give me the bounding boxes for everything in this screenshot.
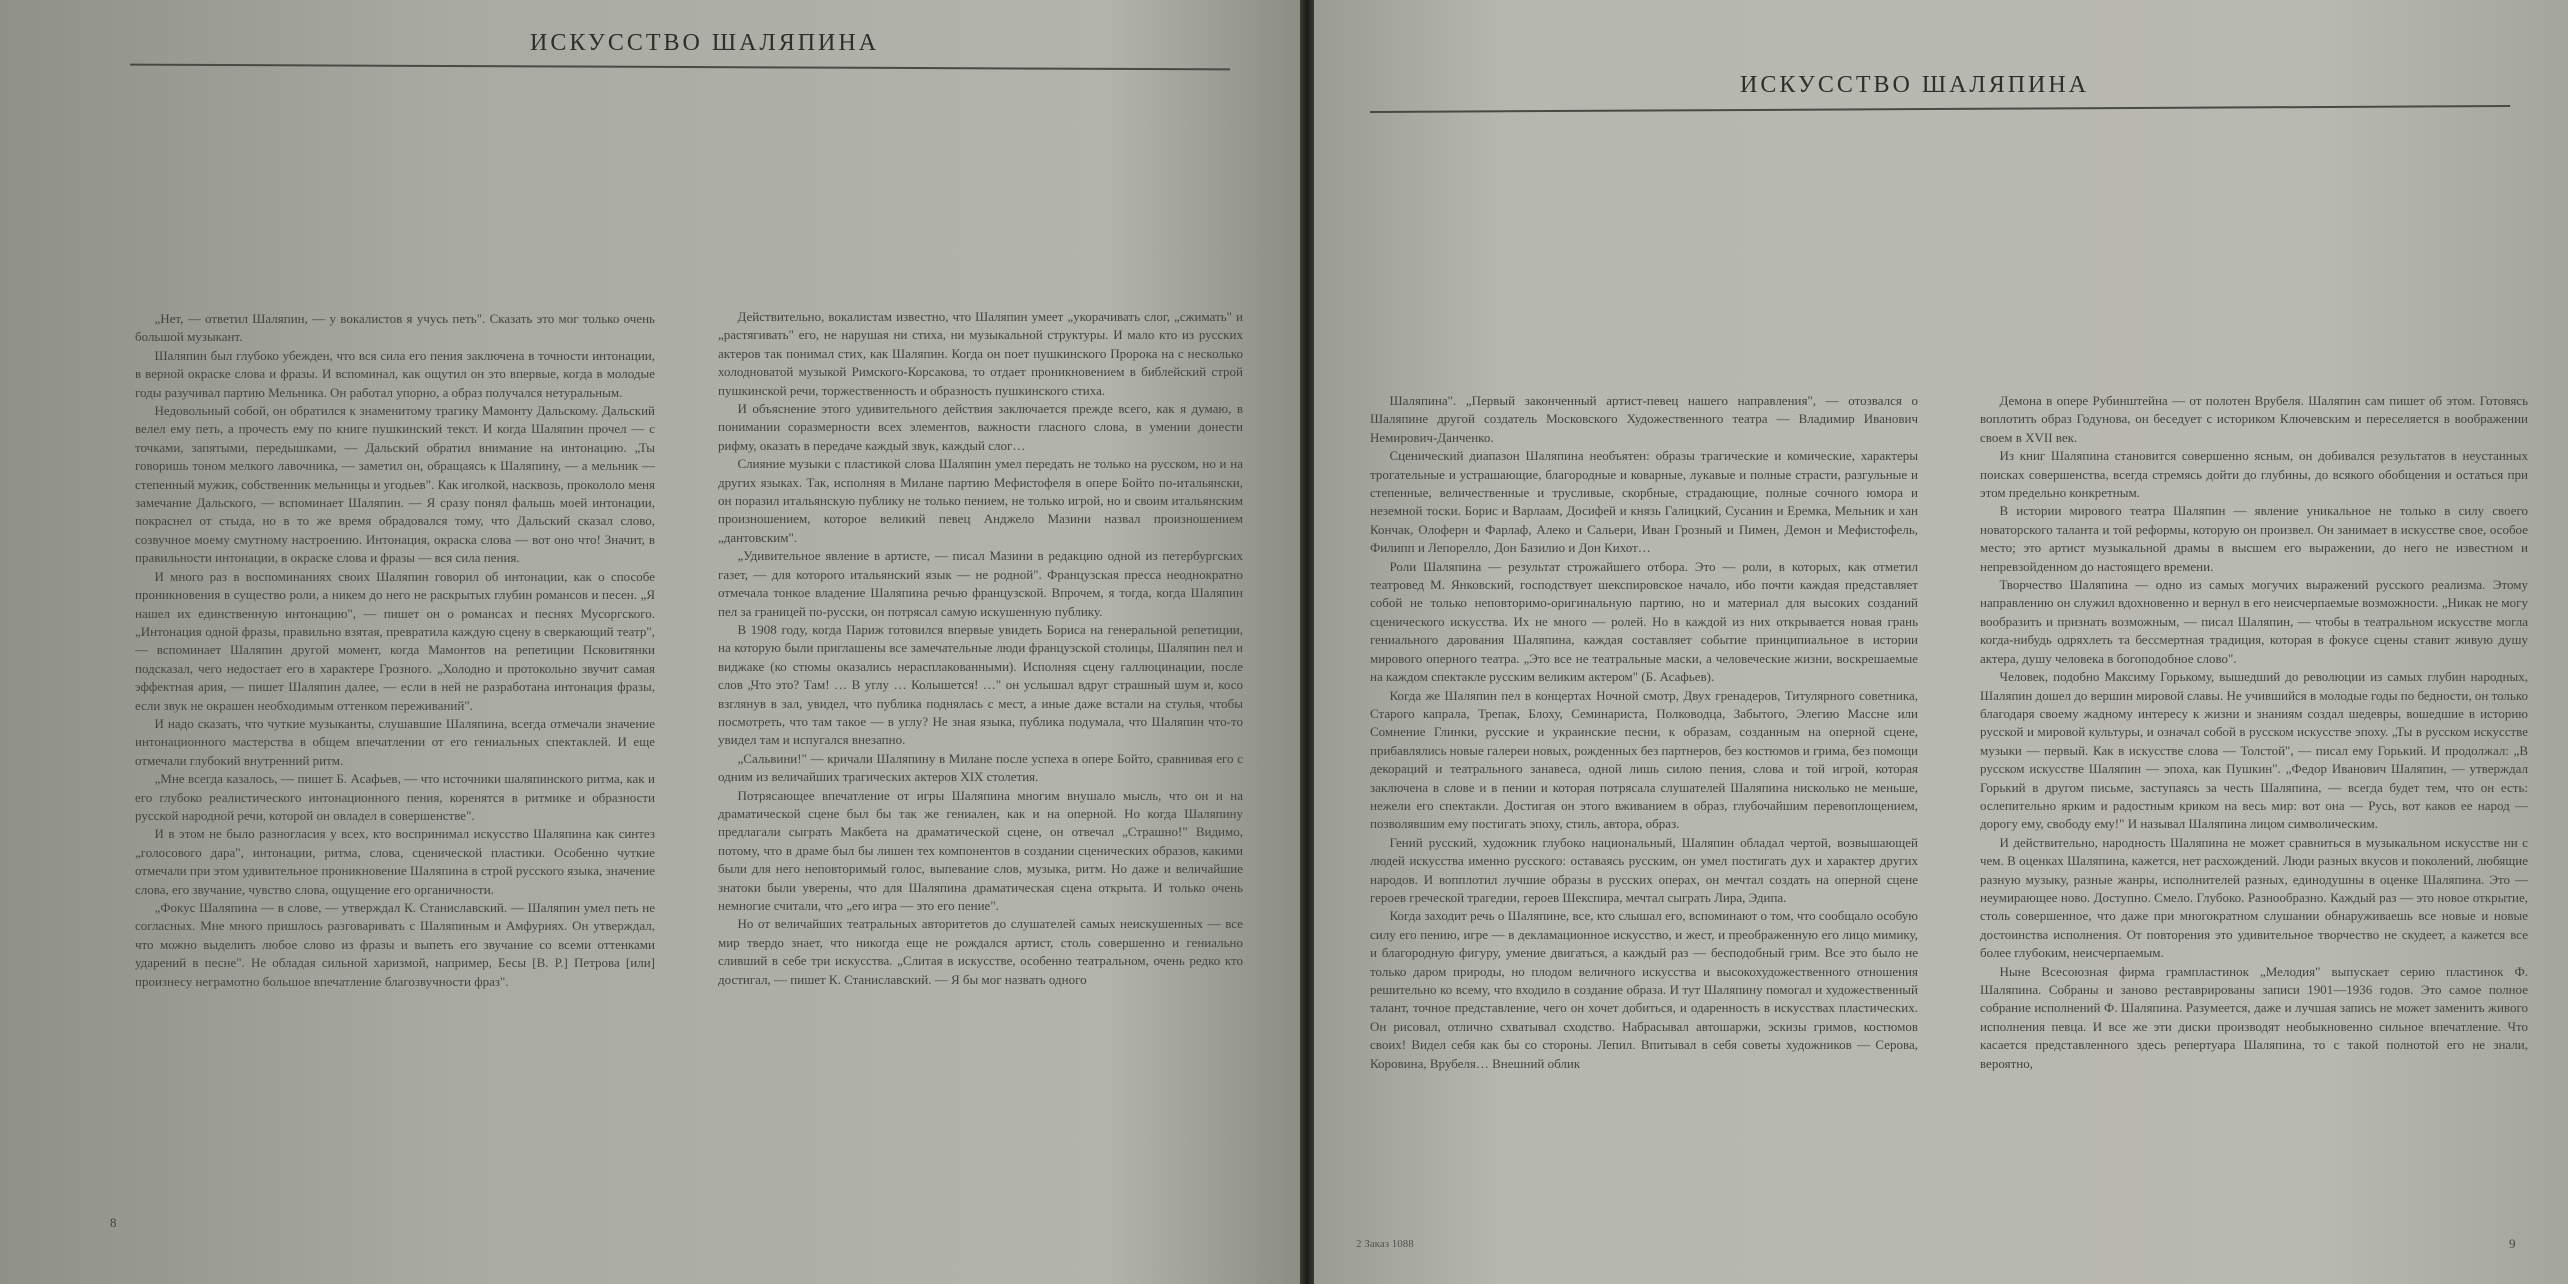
paragraph: И объяснение этого удивительного действия заключается прежде всего, как я думаю, в понимании соразмерности всех элементов, важности гласного слова, в умении донести рифму, оказать в передаче каждый звук, каждый слог…	[718, 401, 1243, 453]
paragraph: И много раз в воспоминаниях своих Шаляпин говорил об интонации, как о способе проникновения в существо роли, а никем до него не раскрытых глубин романсов и песен. „Я нашел их единственную интонацию", — пишет он о романсах и песнях Мусоргского. „Интонация одной фразы, правильно взятая, превратила каждую сцену в сверкающий театр", — вспоминает Шаляпин другой момент, когда Мамонтов на репетиции Псковитянки подсказал, чего недостает его в характере Грозного. „Холодно и протокольно звучит самая эффектная ария, — пишет Шаляпин далее, — если в ней не разработана интонация фразы, если звук не окрашен необходимым оттенком переживаний".	[135, 568, 655, 713]
right-column-1	[1370, 392, 1918, 1222]
paragraph: В 1908 году, когда Париж готовился впервые увидеть Бориса на генеральной репетиции, на которую были приглашены все замечательные люди французской столицы, Шаляпин пел и виджаке (ко стюмы оказались нерасплакованными). Исполняя сцену галлюцинации, после слов „Что это? Там! … В углу … Колышется! …" он услышал вдруг страшный шум и, косо взглянув в зал, увидел, что публика поднялась с мест, а иные даже встали на стулья, чтобы посмотреть, что там такое — в углу? Не зная языка, публика подумала, что Шаляпин что-то увидел там и испугался внезапно.	[718, 621, 1243, 748]
paragraph: „Нет, — ответил Шаляпин, — у вокалистов я учусь петь". Сказать это мог только очень большой музыкант.	[135, 311, 655, 345]
paragraph: И действительно, народность Шаляпина не может сравниться в музыкальном искусстве ни с чем. В оценках Шаляпина, кажется, нет расхождений. Люди разных вкусов и поколений, любящие разную музыку, разные жанры, исполнителей разных, единодушны в оценке Шаляпина. Это — неумирающее ново. Доступно. Смело. Глубоко. Разнообразно. Каждый раз — это новое открытие, столь совершенное, что даже при многократном слушании обнаруживаешь все новые и новые достоинства исполнения. От повторения это удивительное творчество не скудеет, а кажется все более глубоким, неисчерпаемым.	[1980, 834, 2528, 961]
left-column-2	[718, 308, 1243, 1213]
paragraph: Человек, подобно Максиму Горькому, вышедший до революции из самых глубин народных, Шаляпин дошел до вершин мировой славы. Не учившийся в молодые годы по бедности, он только благодаря своему жадному интересу к жизни и знаниям создал шедевры, вошедшие в историю русской и мировой культуры, и означал собой в русском искусстве эпоху. „Ты в русском искусстве музыки — первый. Как в искусстве слова — Толстой", — писал ему Горький. И продолжал: „В русском искусстве Шаляпин — эпоха, как Пушкин". „Федор Иванович Шаляпин, — утверждал Горький в другом письме, заступаясь за честь Шаляпина, — всегда будет тем, что он есть: ослепительно ярким и радостным криком на весь мир: вот она — Русь, вот каков ее народ — дорогу ему, свободу ему!" И называл Шаляпина лицом символическим.	[1980, 669, 2528, 832]
left-page-number: 8	[110, 1215, 117, 1230]
paragraph: Гений русский, художник глубоко национальный, Шаляпин обладал чертой, возвышающей людей искусства именно русского: оставаясь русским, он умел постигать дух и характер других народов. И вопплотил лучшие образы в русских операх, он мечтал создать на оперной сцене героев греческой трагедии, героев Шекспира, мечтал сыграть Лира, Эдипа.	[1370, 834, 1918, 905]
right-page	[1314, 0, 2568, 1284]
right-running-head: ИСКУССТВО ШАЛЯПИНА	[1740, 72, 2090, 98]
paragraph: Шаляпин был глубоко убежден, что вся сила его пения заключена в точности интонации, в верной окраске слова и фразы. И вспоминал, как ощутил он это впервые, когда в молодые годы разучивал партию Мельника. Он работал упорно, а образ получался нетуральным.	[135, 347, 655, 400]
paragraph: Но от величайших театральных авторитетов до слушателей самых неискушенных — все мир твердо знает, что никогда еще не рождался артист, столь совершенно и гениально сливший в себе три искусства. „Слитая в искусстве, особенно театральном, очень редко кто достигал, — пишет К. Станиславский. — Я бы мог назвать одного	[718, 916, 1243, 987]
printing-imprint: 2 Заказ 1088	[1356, 1238, 1414, 1250]
paragraph: „Сальвини!" — кричали Шаляпину в Милане после успеха в опере Бойто, сравнивая его с одним из величайших трагических актеров XIX столетия.	[718, 750, 1243, 785]
paragraph: Демона в опере Рубинштейна — от полотен Врубеля. Шаляпин сам пишет об этом. Готовясь воплотить образ Годунова, он беседует с историком Ключевским и переселяется в воображении своем в XVII век.	[1980, 393, 2528, 445]
paragraph: Сценический диапазон Шаляпина необъятен: образы трагические и комические, характеры трогательные и устрашающие, благородные и коварные, лукавые и полные страсти, разгульные и степенные, величественные и трусливые, скорбные, страдающие, полные сочного юмора и неземной тоски. Борис и Варлаам, Досифей и князь Галицкий, Сусанин и Еремка, Мельник и хан Кончак, Олоферн и Фарлаф, Алеко и Сальери, Иван Грозный и Пимен, Демон и Мефистофель, Филипп и Лепорелло, Дон Базилио и Дон Кихот…	[1370, 448, 1918, 556]
right-column-2	[1980, 392, 2528, 1222]
right-page-number: 9	[2509, 1236, 2516, 1251]
paragraph: „Фокус Шаляпина — в слове, — утверждал К. Станиславский. — Шаляпин умел петь не согласных. Мне много пришлось разговаривать с Шаляпиным и Амфуриях. Он утверждал, что можно выделить любое слово из фразы и выпеть его звучание со всеми оттенками ударений в песне". Не обладая сильной харизмой, например, Бесы [В. Р.] Петрова [или] произнесу неграмотно большое впечатление благозвучности фраз".	[135, 900, 655, 989]
paragraph: Шаляпина". „Первый законченный артист-певец нашего направления", — отозвался о Шаляпине другой создатель Московского Художественного театра — Владимир Иванович Немирович-Данченко.	[1370, 393, 1918, 445]
paragraph: „Мне всегда казалось, — пишет Б. Асафьев, — что источники шаляпинского ритма, как и его глубоко реалистического интонационного пения, коренятся в ритмике и образности русской народной речи, которой он овладел в совершенстве".	[135, 771, 655, 823]
paragraph: Когда заходит речь о Шаляпине, все, кто слышал его, вспоминают о том, что сообщало особую силу его пению, игре — в декламационное искусство, и жест, и преображенную его лицо мимику, и благородную фигуру, умение двигаться, а каждый раз — бесподобный грим. Все это было не только даром природы, но плодом величного искусства и высокохудожественного отношения решительно ко всему, что входило в создание образа. И тут Шаляпину помогал и художественный талант, точное представление, чего он хочет добиться, и одаренность в искусствах пластических. Он рисовал, отлично схватывал сходство. Набрасывал автошаржи, эскизы гримов, костюмов своих! Видел себя как бы со стороны. Лепил. Впитывал в себя советы художников — Серова, Коровина, Врубеля… Внешний облик	[1370, 908, 1918, 1071]
paragraph: Действительно, вокалистам известно, что Шаляпин умеет „укорачивать слог, „сжимать" и „растягивать" его, не нарушая ни стиха, ни музыкальной структуры. И мало кто из русских актеров так понимал стих, как Шаляпин. Когда он поет пушкинского Пророка на с несколько холодноватой музыкой Римского-Корсакова, то отдает проникновением в библейский строй пушкинской речи, торжественность и образность пушкинского стиха.	[718, 309, 1243, 398]
paragraph: И в этом не было разногласия у всех, кто воспринимал искусство Шаляпина как синтез „голосового дара", интонации, ритма, слова, сценической пластики. Особенно чуткие отмечали при этом удивительное проникновение Шаляпина в строй русского языка, значение слова, его звучание, чувство слова, ощущение его органичности.	[135, 826, 655, 897]
left-column-1	[135, 310, 655, 1210]
paragraph: Слияние музыки с пластикой слова Шаляпин умел передать не только на русском, но и на других языках. Так, исполняя в Милане партию Мефистофеля в опере Бойто по-итальянски, он поразил итальянскую публику не только пением, не только игрой, но и своим итальянским произношением, которое великий певец Анджело Мазини назвал произношением „дантовским".	[718, 456, 1243, 545]
paragraph: Когда же Шаляпин пел в концертах Ночной смотр, Двух гренадеров, Титулярного советника, Старого капрала, Трепак, Блоху, Семинариста, Полководца, Забытого, Элегию Массне или Сомнение Глинки, русские и украинские песни, к образам, созданным на оперной сцене, прибавлялись новые галереи новых, рожденных без партнеров, без костюмов и грима, без помощи декораций и театрального занавеса, одной лишь силою пения, слова и той игрой, которая заключена в слове и в пении и которая потрясала слушателей Шаляпина нисколько не меньше, нежели его спектакли. Достигая он этого вживанием в образ, глубочайшим перевоплощением, позволявшим ему постигать эпоху, стиль, автора, образ.	[1370, 687, 1918, 832]
right-header-rule	[1370, 105, 2510, 113]
paragraph: „Удивительное явление в артисте, — писал Мазини в редакцию одной из петербургских газет, — для которого итальянский язык — не родной". Французская пресса неоднократно отмечала тонкое владение Шаляпина речью французской. Впрочем, я тогда, когда Шаляпин пел за границей по-русски, он потрясал самую искушенную публику.	[718, 548, 1243, 619]
paragraph: И надо сказать, что чуткие музыканты, слушавшие Шаляпина, всегда отмечали значение интонационного мастерства в общем впечатлении от его гениальных спектаклей. И еще отмечали глубокий внутренний ритм.	[135, 715, 655, 768]
paragraph: Потрясающее впечатление от игры Шаляпина многим внушало мысль, что он и на драматической сцене был бы так же гениален, как и на оперной. Но когда Шаляпину предлагали сыграть Макбета на драматической сцене, он отвечал „Страшно!" Видимо, потому, что в драме был бы лишен тех компонентов в создании сценических образов, какими были для него неповторимый голос, выпевание слов, музыка, ритм. Но даже и величайшие знатоки были уверены, что для Шаляпина драматическая сцена открыта. И только очень немногие считали, что „его игра — это его пение".	[718, 787, 1243, 913]
paragraph: Роли Шаляпина — результат строжайшего отбора. Это — роли, в которых, как отметил театровед М. Янковский, господствует шекспировское начало, ибо почти каждая представляет собой не только неповторимо-оригинальную партию, но и материал для высоких созданий сценического искусства. Их не много — ролей. Но в каждой из них открывается новая грань гениального дарования Шаляпина, каждая составляет событие принципиальное в истории мирового оперного театра. „Это все не театральные маски, а человеческие жизни, воскрешаемые на каждом спектакле русским великим актером" (Б. Асафьев).	[1370, 558, 1918, 685]
book-gutter	[1300, 0, 1314, 1284]
paragraph: Творчество Шаляпина — одно из самых могучих выражений русского реализма. Этому направлению он служил вдохновенно и вернул в его неисчерпаемые возможности. „Никак не могу вообразить и признать возможным, — писал Шаляпин, — чтобы в театральном искусстве могла когда-нибудь одряхлеть та бессмертная традиция, которая в фокусе сцены ставит живую душу актера, душу человека в богоподобное слово".	[1980, 577, 2528, 666]
paragraph: В истории мирового театра Шаляпин — явление уникальное не только в силу своего новаторского таланта и той реформы, которую он произвел. Он занимает в искусстве свое, особое место; это артист музыкальной драмы в высшем его выражении, до него не известном и непревзойденном до настоящего времени.	[1980, 503, 2528, 574]
left-header-rule	[130, 64, 1230, 71]
paragraph: Недовольный собой, он обратился к знаменитому трагику Мамонту Дальскому. Дальский велел ему петь, а прочесть ему по книге пушкинский текст. И когда Шаляпин прочел — с точками, запятыми, передышками, — Дальский обратил внимание на интонацию. „Ты говоришь тоном мелкого лавочника, — заметил он, обращаясь к Шаляпину, — а мельник — степенный мужик, собственник мельницы и угодьев". Как иголкой, насквозь, прокололо меня замечание Дальского, — вспоминает Шаляпин. — Я сразу понял фальшь моей интонации, покраснел от стыда, но в то же время обрадовался тому, что Дальский сказал слово, созвучное моему смутному настроению. Интонация, окраска слова — вот оно что! Значит, в правильности интонации, в окраске слова и фразы — вся сила пения.	[135, 403, 655, 566]
paragraph: Из книг Шаляпина становится совершенно ясным, он добивался результатов в неустанных поисках совершенства, всегда стремясь дойти до глубины, до всякого обобщения и остаться при этом предельно конкретным.	[1980, 448, 2528, 501]
paragraph: Ныне Всесоюзная фирма грампластинок „Мелодия" выпускает серию пластинок Ф. Шаляпина. Собраны и заново реставрированы записи 1901—1936 годов. Это самое полное собрание исполнений Ф. Шаляпина. Разумеется, даже и лучшая запись не может заменить живого исполнения певца. И все же эти диски производят необыкновенно сильное впечатление. Что касается представленного здесь репертуара Шаляпина, то с такой полнотой его не знали, вероятно,	[1980, 963, 2528, 1071]
left-running-head: ИСКУССТВО ШАЛЯПИНА	[530, 30, 880, 56]
